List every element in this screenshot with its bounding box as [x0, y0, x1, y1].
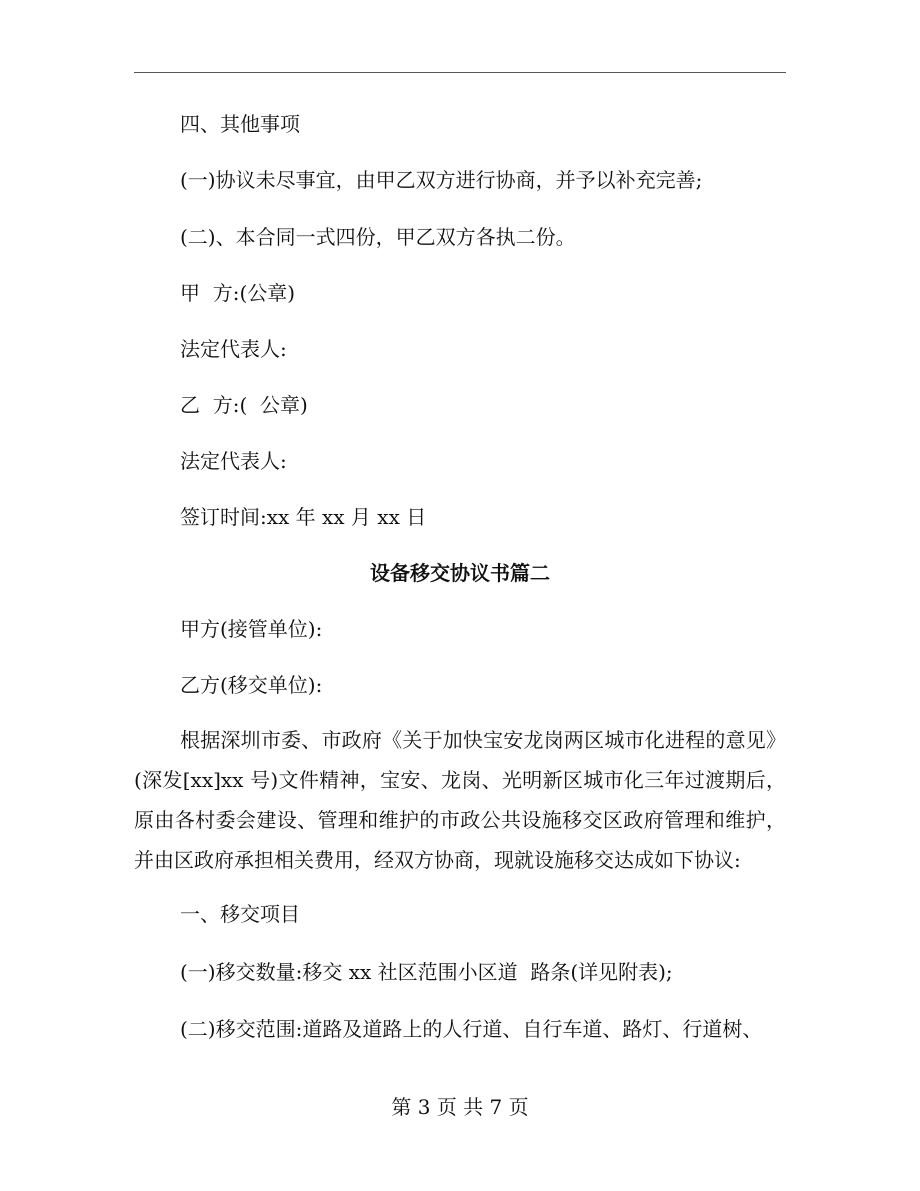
header-rule	[134, 72, 786, 73]
article-two-party-a: 甲方(接管单位):	[180, 617, 323, 641]
article-two-party-b: 乙方(移交单位):	[180, 673, 323, 697]
section-four-item-2: (二)、本合同一式四份，甲乙双方各执二份。	[180, 225, 576, 249]
preamble-line: (深发[xx]xx 号)文件精神，宝安、龙岗、光明新区城市化三年过渡期后，	[134, 768, 786, 792]
section-four-title: 四、其他事项	[180, 112, 300, 136]
article-two-item-1: (一)移交数量:移交 xx 社区范围小区道 路条(详见附表);	[180, 960, 673, 984]
legal-representative-a: 法定代表人:	[180, 337, 287, 361]
legal-representative-b: 法定代表人:	[180, 449, 287, 473]
preamble-line: 并由区政府承担相关费用，经双方协商，现就设施移交达成如下协议:	[134, 848, 741, 872]
party-b-seal: 乙 方:( 公章)	[180, 393, 308, 417]
signing-date: 签订时间:xx 年 xx 月 xx 日	[180, 505, 427, 529]
party-a-seal: 甲 方:(公章)	[180, 281, 296, 305]
article-two-preamble	[134, 720, 786, 880]
page-number: 第 3 页 共 7 页	[391, 1095, 529, 1119]
preamble-line: 原由各村委会建设、管理和维护的市政公共设施移交区政府管理和维护，	[134, 808, 786, 832]
section-four-item-1: (一)协议未尽事宜，由甲乙双方进行协商，并予以补充完善;	[180, 168, 703, 192]
article-two-heading: 设备移交协议书篇二	[370, 561, 550, 585]
preamble-line: 根据深圳市委、市政府《关于加快宝安龙岗两区城市化进程的意见》	[180, 728, 786, 752]
article-two-section-one-title: 一、移交项目	[180, 902, 300, 926]
article-two-item-2: (二)移交范围:道路及道路上的人行道、自行车道、路灯、行道树、	[180, 1017, 763, 1041]
